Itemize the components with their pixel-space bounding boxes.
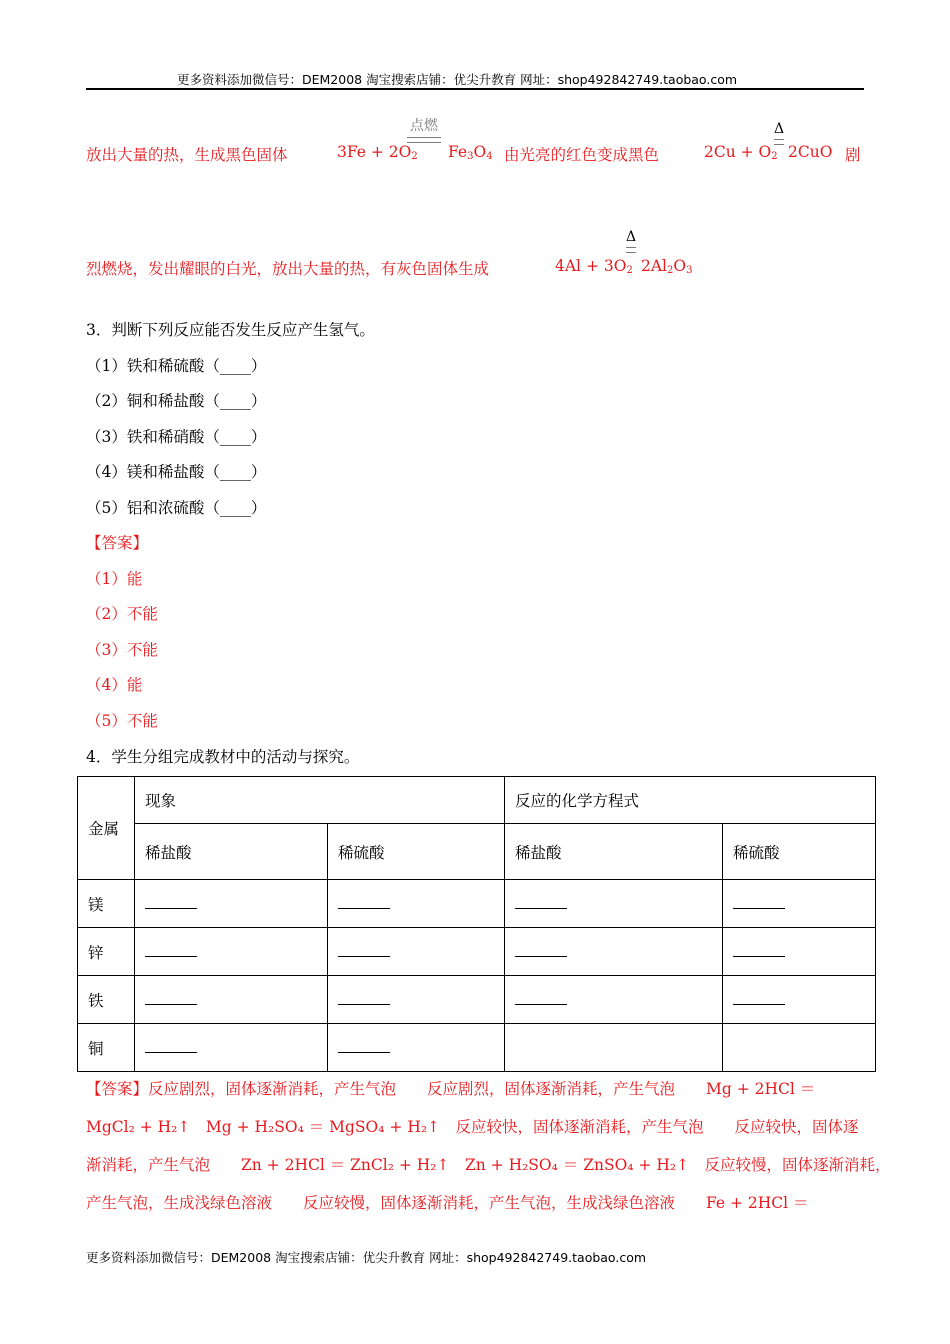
answer-blank[interactable] [723, 976, 876, 1024]
row-label-mg: 镁 [78, 880, 135, 928]
row-label-zn: 锌 [78, 928, 135, 976]
question-4-title: 4．学生分组完成教材中的活动与探究。 [86, 748, 360, 766]
sub-header-eq-h2so4: 稀硫酸 [723, 824, 876, 880]
answer-2: （2）不能 [86, 605, 158, 623]
answer-blank[interactable] [723, 880, 876, 928]
question-3-item-5: （5）铝和浓硫酸（____） [86, 499, 267, 517]
header-rule [86, 88, 864, 90]
answer-3: （3）不能 [86, 641, 158, 659]
equation-header: 反应的化学方程式 [505, 777, 876, 824]
answer-label: 【答案】 [86, 534, 149, 552]
answer-blank[interactable] [723, 928, 876, 976]
phenomenon-header: 现象 [135, 777, 505, 824]
equation-fe-right: $Fe_3O_4$ [448, 143, 493, 162]
table-row [78, 976, 876, 1024]
row-label-fe: 铁 [78, 976, 135, 1024]
condition-heat: Δ [770, 121, 788, 145]
answer-5: （5）不能 [86, 712, 158, 730]
equation-al-right: $2Al_2O_3$ [641, 257, 693, 276]
answer-text-cont: 剧 [845, 146, 861, 164]
q4-answer-line-4: 产生气泡，生成浅绿色溶液 反应较慢，固体逐渐消耗，产生气泡，生成浅绿色溶液 Fe + 2HCl ＝ [86, 1194, 809, 1212]
answer-blank[interactable] [135, 976, 328, 1024]
q4-answer-line-1: 【答案】反应剧烈，固体逐渐消耗，产生气泡 反应剧烈，固体逐渐消耗，产生气泡 Mg + 2HCl ＝ [86, 1080, 816, 1098]
sub-header-eq-hcl: 稀盐酸 [505, 824, 723, 880]
equation-fe-left: $3Fe + 2O_2$ [337, 143, 418, 162]
empty-cell [723, 1024, 876, 1072]
answer-4: （4）能 [86, 676, 143, 694]
answer-blank[interactable] [328, 880, 505, 928]
q4-answer-line-2: MgCl₂ + H₂↑ Mg + H₂SO₄ ＝ MgSO₄ + H₂↑ 反应较快，固体逐渐消耗，产生气泡 反应较快，固体逐 [86, 1118, 859, 1136]
row-label-cu: 铜 [78, 1024, 135, 1072]
answer-text-al: 烈燃烧，发出耀眼的白光，放出大量的热，有灰色固体生成 [86, 260, 490, 278]
q4-answer-line-3: 渐消耗，产生气泡 Zn + 2HCl ＝ ZnCl₂ + H₂↑ Zn + H₂SO₄ ＝ ZnSO₄ + H₂↑ 反应较慢，固体逐渐消耗， [86, 1156, 891, 1174]
condition-heat-2: Δ [622, 229, 640, 253]
answer-blank[interactable] [505, 928, 723, 976]
equation-al-left: $4Al + 3O_2$ [555, 257, 633, 276]
table-row [78, 928, 876, 976]
answer-blank[interactable] [135, 880, 328, 928]
condition-ignite: 点燃 [402, 115, 446, 143]
sub-header-phen-h2so4: 稀硫酸 [328, 824, 505, 880]
answer-1: （1）能 [86, 570, 143, 588]
answer-blank[interactable] [505, 976, 723, 1024]
page-header: 更多资料添加微信号：DEM2008 淘宝搜索店铺：优尖升教育 网址：shop492842749.taobao.com [177, 72, 738, 87]
table-row [78, 1024, 876, 1072]
sub-header-phen-hcl: 稀盐酸 [135, 824, 328, 880]
empty-cell [505, 1024, 723, 1072]
question-3-item-3: （3）铁和稀硝酸（____） [86, 428, 267, 446]
answer-text-fe: 放出大量的热，生成黑色固体 [86, 146, 288, 164]
question-3-title: 3．判断下列反应能否发生反应产生氢气。 [86, 321, 375, 339]
question-3-item-4: （4）镁和稀盐酸（____） [86, 463, 267, 481]
equation-cu-right: 2CuO [788, 143, 833, 161]
answer-blank[interactable] [328, 1024, 505, 1072]
question-3-item-1: （1）铁和稀硫酸（____） [86, 357, 267, 375]
activity-table [77, 776, 876, 1072]
answer-blank[interactable] [328, 928, 505, 976]
answer-blank[interactable] [328, 976, 505, 1024]
answer-blank[interactable] [135, 928, 328, 976]
table-row [78, 880, 876, 928]
metal-header: 金属 [78, 777, 135, 880]
question-3-item-2: （2）铜和稀盐酸（____） [86, 392, 267, 410]
answer-text-cu: 由光亮的红色变成黑色 [504, 146, 660, 164]
answer-blank[interactable] [135, 1024, 328, 1072]
page-footer: 更多资料添加微信号：DEM2008 淘宝搜索店铺：优尖升教育 网址：shop492842749.taobao.com [86, 1250, 647, 1265]
answer-blank[interactable] [505, 880, 723, 928]
equation-cu-left: $2Cu + O_2$ [704, 143, 778, 162]
